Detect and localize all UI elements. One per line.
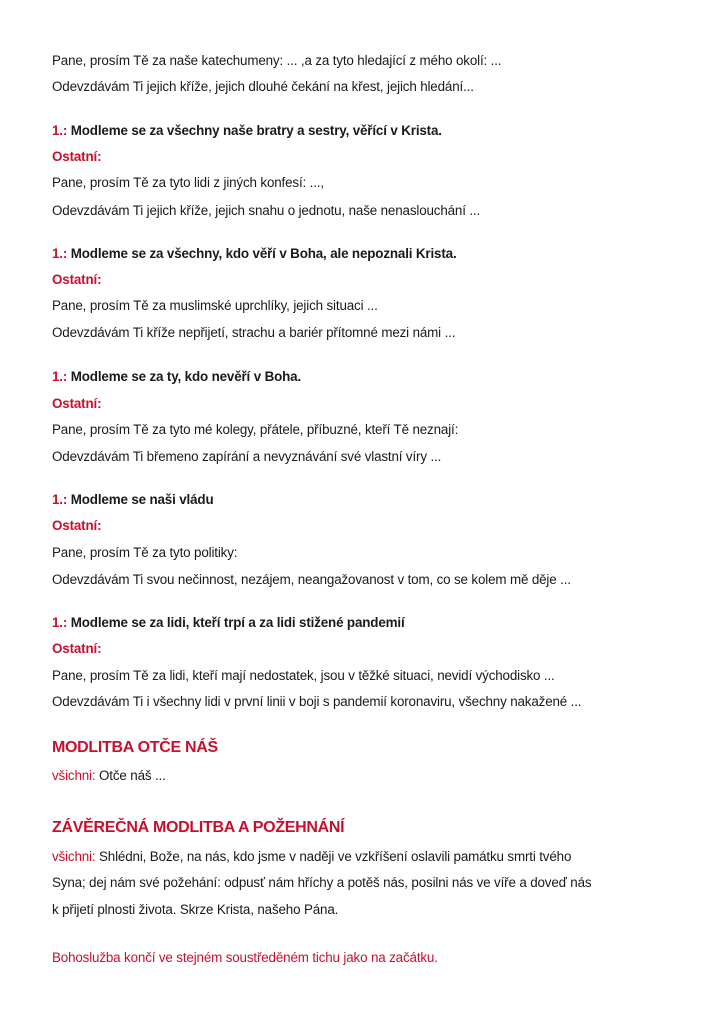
- intercession-number: 1.:: [52, 246, 68, 261]
- all-label: všichni:: [52, 849, 96, 864]
- section-heading-our-father: MODLITBA OTČE NÁŠ: [52, 739, 218, 756]
- response-line: Pane, prosím Tě za lidi, kteří mají nedostatek, jsou v těžké situaci, nevidí východisko ...: [52, 668, 555, 683]
- intercession-number: 1.:: [52, 369, 68, 384]
- response-line: Pane, prosím Tě za tyto politiky:: [52, 545, 238, 560]
- intercession-intention: [52, 368, 301, 386]
- response-label: Ostatní:: [52, 396, 102, 411]
- intention-text: Modleme se za všechny naše bratry a sestry, věřící v Krista.: [70, 123, 442, 138]
- intercession-number: 1.:: [52, 123, 68, 138]
- intercession-intention: [52, 122, 442, 140]
- response-label: Ostatní:: [52, 518, 102, 533]
- response-line: Odevzdávám Ti břemeno zapírání a nevyznávání své vlastní víry ...: [52, 449, 442, 464]
- response-line: Odevzdávám Ti kříže nepřijetí, strachu a bariér přítomné mezi námi ...: [52, 325, 456, 340]
- response-line: Odevzdávám Ti svou nečinnost, nezájem, neangažovanost v tom, co se kolem mě děje ...: [52, 572, 571, 587]
- intercession-number: 1.:: [52, 615, 68, 630]
- response-line: Odevzdávám Ti i všechny lidi v první linii v boji s pandemií koronaviru, všechny nakažené ...: [52, 694, 582, 709]
- response-line: Odevzdávám Ti jejich kříže, jejich snahu o jednotu, naše nenaslouchání ...: [52, 203, 481, 218]
- section-heading-closing-prayer: ZÁVĚREČNÁ MODLITBA A POŽEHNÁNÍ: [52, 819, 345, 836]
- intercession-intention: [52, 491, 213, 509]
- our-father-line: [52, 767, 166, 785]
- intro-line: Odevzdávám Ti jejich kříže, jejich dlouhé čekání na křest, jejich hledání...: [52, 79, 474, 94]
- response-line: Pane, prosím Tě za tyto mé kolegy, přátele, příbuzné, kteří Tě neznají:: [52, 422, 459, 437]
- closing-prayer-text: Shlédni, Bože, na nás, kdo jsme v naději ve vzkříšení oslavili památku smrti tvého: [95, 849, 572, 864]
- closing-prayer-line: [52, 848, 571, 866]
- response-label: Ostatní:: [52, 149, 102, 164]
- closing-prayer-line: Syna; dej nám své požehání: odpusť nám hříchy a potěš nás, posilni nás ve víře a doveď nás: [52, 875, 592, 890]
- intercession-number: 1.:: [52, 492, 68, 507]
- response-line: Pane, prosím Tě za muslimské uprchlíky, jejich situaci ...: [52, 298, 378, 313]
- intention-text: Modleme se za ty, kdo nevěří v Boha.: [70, 369, 302, 384]
- our-father-text: Otče náš ...: [95, 768, 166, 783]
- response-label: Ostatní:: [52, 272, 102, 287]
- intercession-intention: [52, 245, 457, 263]
- all-label: všichni:: [52, 768, 96, 783]
- final-note: Bohoslužba končí ve stejném soustředěném tichu jako na začátku.: [52, 950, 438, 965]
- intro-line: Pane, prosím Tě za naše katechumeny: ... ,a za tyto hledající z mého okolí: ...: [52, 53, 502, 68]
- closing-prayer-line: k přijetí plnosti života. Skrze Krista, našeho Pána.: [52, 902, 339, 917]
- response-line: Pane, prosím Tě za tyto lidi z jiných konfesí: ...,: [52, 175, 324, 190]
- intention-text: Modleme se za lidi, kteří trpí a za lidi stižené pandemií: [70, 615, 405, 630]
- intercession-intention: [52, 614, 405, 632]
- response-label: Ostatní:: [52, 641, 102, 656]
- intention-text: Modleme se naši vládu: [70, 492, 214, 507]
- intention-text: Modleme se za všechny, kdo věří v Boha, ale nepoznali Krista.: [70, 246, 457, 261]
